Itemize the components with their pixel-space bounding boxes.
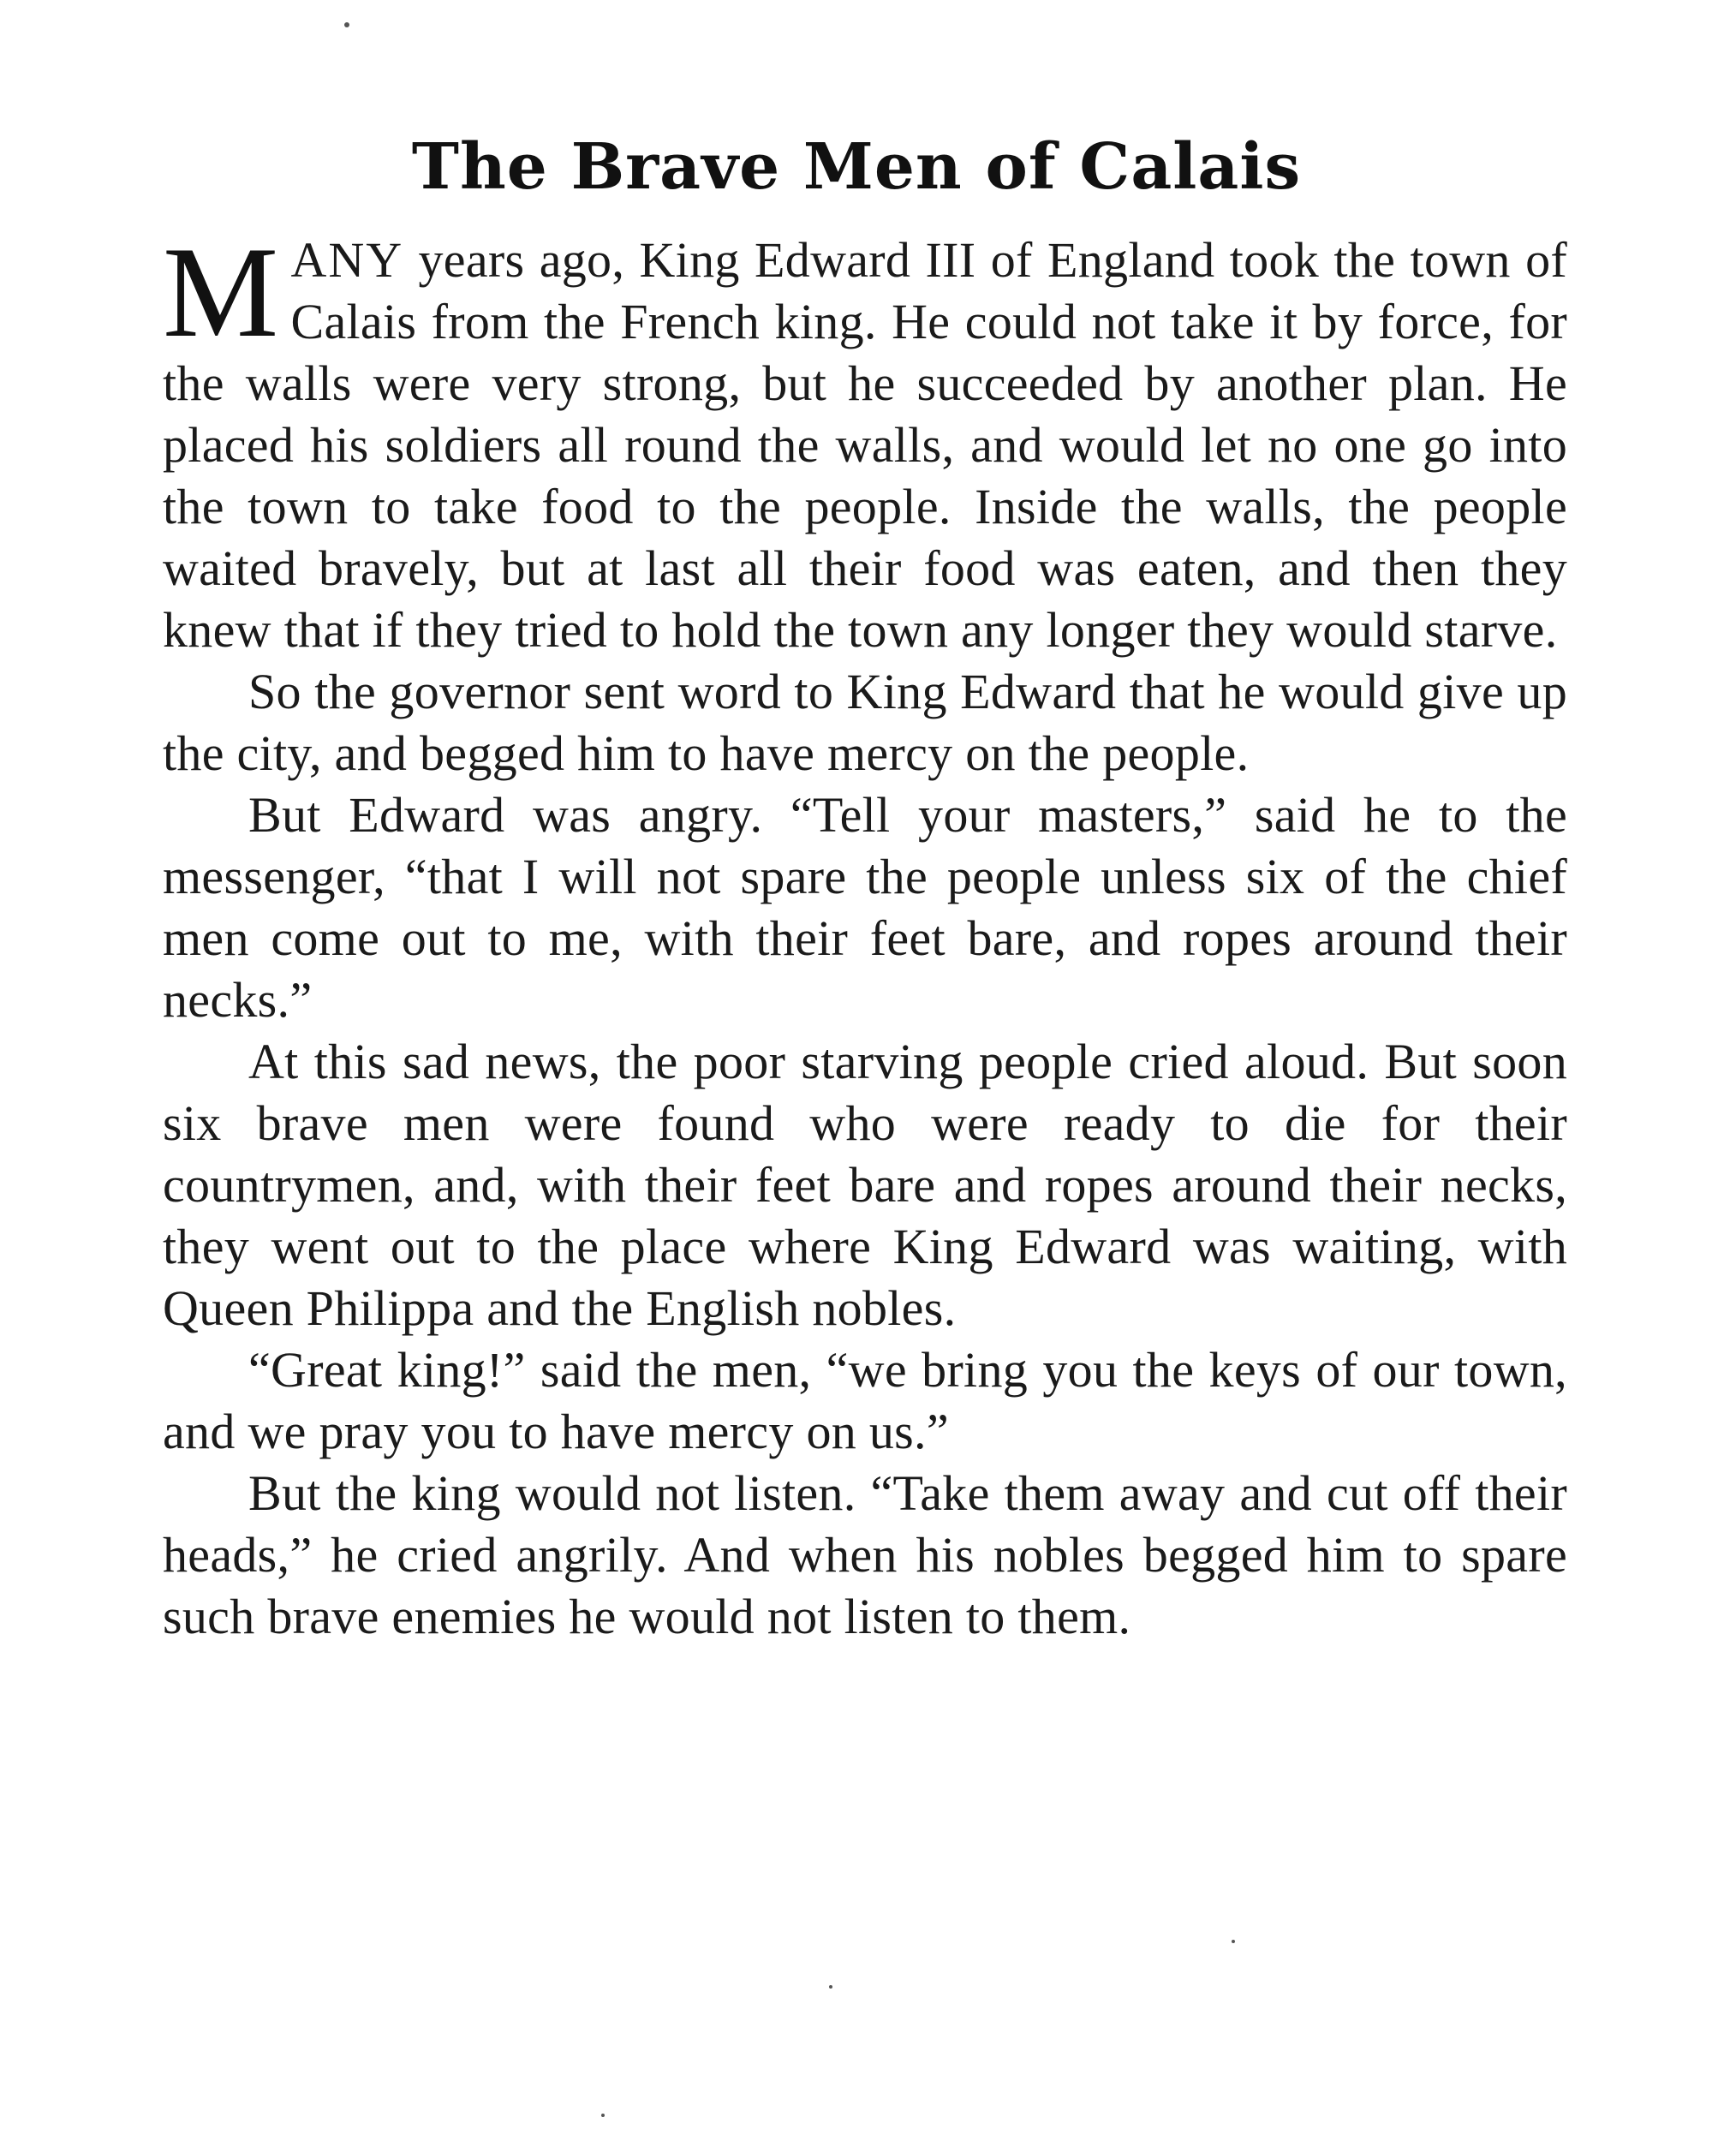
scan-speck [1232,1940,1235,1943]
paragraph-1-text: years ago, King Edward III of England took the town of Calais from the French king. He could not take it by force, for the walls were very strong, but he succeeded by another plan. He placed his soldiers all round the walls, and would let no one go into the town to take food to the people. Inside the walls, the people waited bravely, but at last all their food was eaten, and then they knew that if they tried to hold the town any longer they would starve. [163,232,1567,658]
paragraph-6: But the king would not listen. “Take them away and cut off their heads,” he cried angrily. And when his nobles begged him to spare such brave enemies he would not listen to them. [163,1465,1567,1644]
paragraph-3: But Edward was angry. “Tell your masters,” said he to the messenger, “that I will not spare the people unless six of the chief men come out to me, with their feet bare, and ropes around their necks.” [163,787,1567,1028]
book-page [163,128,1567,2055]
scan-speck [344,22,349,27]
paragraph-2: So the governor sent word to King Edward that he would give up the city, and begged him to have mercy on the people. [163,664,1567,781]
drop-cap: M [163,220,279,364]
paragraph-5: “Great king!” said the men, “we bring you the keys of our town, and we pray you to have mercy on us.” [163,1342,1567,1459]
scan-speck [829,1985,832,1989]
paragraph-4: At this sad news, the poor starving people cried aloud. But soon six brave men were found who were ready to die for their countrymen, and, with their feet bare and ropes around their necks, they went out to the place where King Edward was waiting, with Queen Philippa and the English nobles. [163,1034,1567,1336]
story-body [163,220,1567,1648]
drop-cap-lead: ANY [290,232,404,288]
scan-speck [601,2114,605,2117]
page-title: The Brave Men of Calais [411,130,1302,204]
paragraph-1 [163,220,1567,661]
